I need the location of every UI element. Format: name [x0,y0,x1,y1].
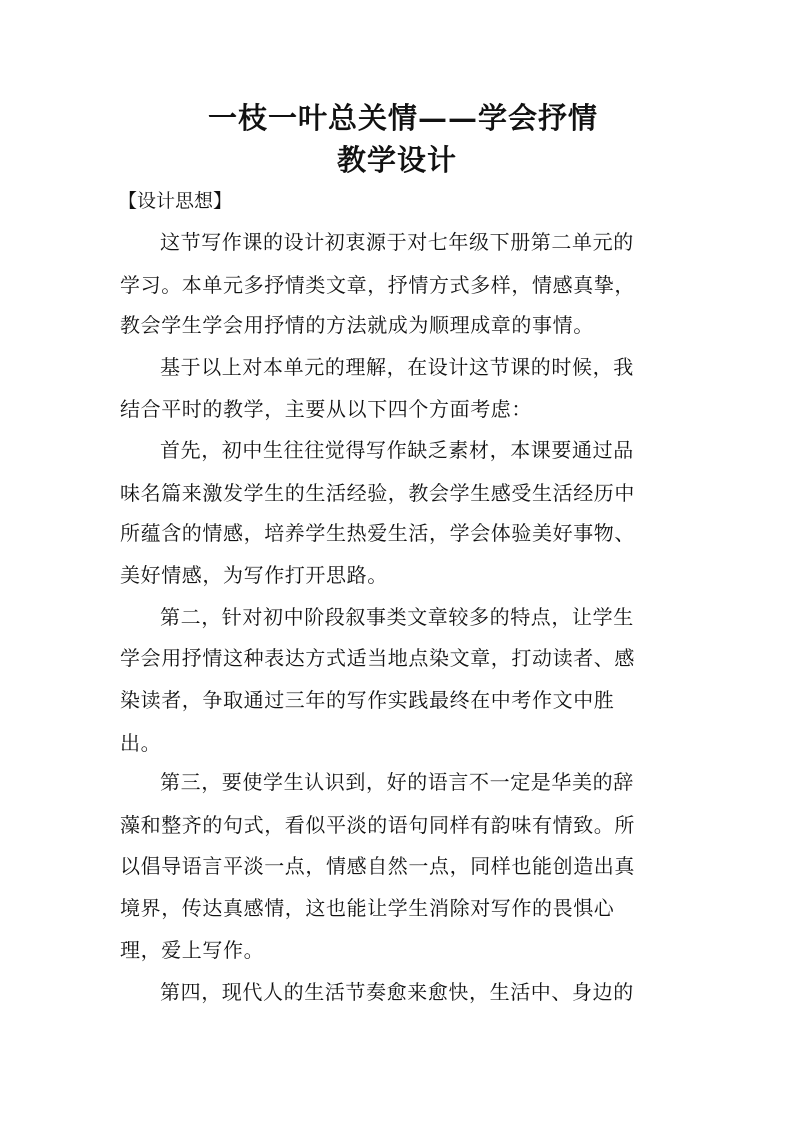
body-line: 基于以上对本单元的理解，在设计这节课的时候，我 [160,355,634,379]
body-line: 理，爱上写作。 [120,938,265,962]
body-line: 境界，传达真感情，这也能让学生消除对写作的畏惧心 [120,896,615,920]
body-line: 出。 [120,731,162,755]
body-line: 这节写作课的设计初衷源于对七年级下册第二单元的 [160,230,634,254]
section-heading-design-thought: 【设计思想】 [118,190,233,212]
body-line: 学会用抒情这种表达方式适当地点染文章，打动读者、感 [120,646,635,670]
body-line: 第四，现代人的生活节奏愈来愈快，生活中、身边的 [160,980,634,1004]
body-line: 藻和整齐的句式，看似平淡的语句同样有韵味有情致。所 [120,813,635,837]
body-line: 美好情感，为写作打开思路。 [120,563,388,587]
document-title-line-2: 教学设计 [336,143,457,177]
document-title-line-1: 一枝一叶总关情——学会抒情 [207,101,598,135]
body-line: 教会学生学会用抒情的方法就成为顺理成章的事情。 [120,313,594,337]
body-line: 染读者，争取通过三年的写作实践最终在中考作文中胜 [120,688,615,712]
body-line: 所蕴含的情感，培养学生热爱生活，学会体验美好事物、 [120,521,635,545]
body-line: 味名篇来激发学生的生活经验，教会学生感受生活经历中 [120,481,635,505]
body-line: 首先，初中生往往觉得写作缺乏素材，本课要通过品 [160,438,634,462]
body-line: 第三，要使学生认识到，好的语言不一定是华美的辞 [160,770,634,794]
body-line: 学习。本单元多抒情类文章，抒情方式多样，情感真挚， [120,273,635,297]
body-line: 结合平时的教学，主要从以下四个方面考虑： [120,397,532,421]
body-line: 以倡导语言平淡一点，情感自然一点，同样也能创造出真 [120,854,635,878]
body-line: 第二，针对初中阶段叙事类文章较多的特点，让学生 [160,605,634,629]
